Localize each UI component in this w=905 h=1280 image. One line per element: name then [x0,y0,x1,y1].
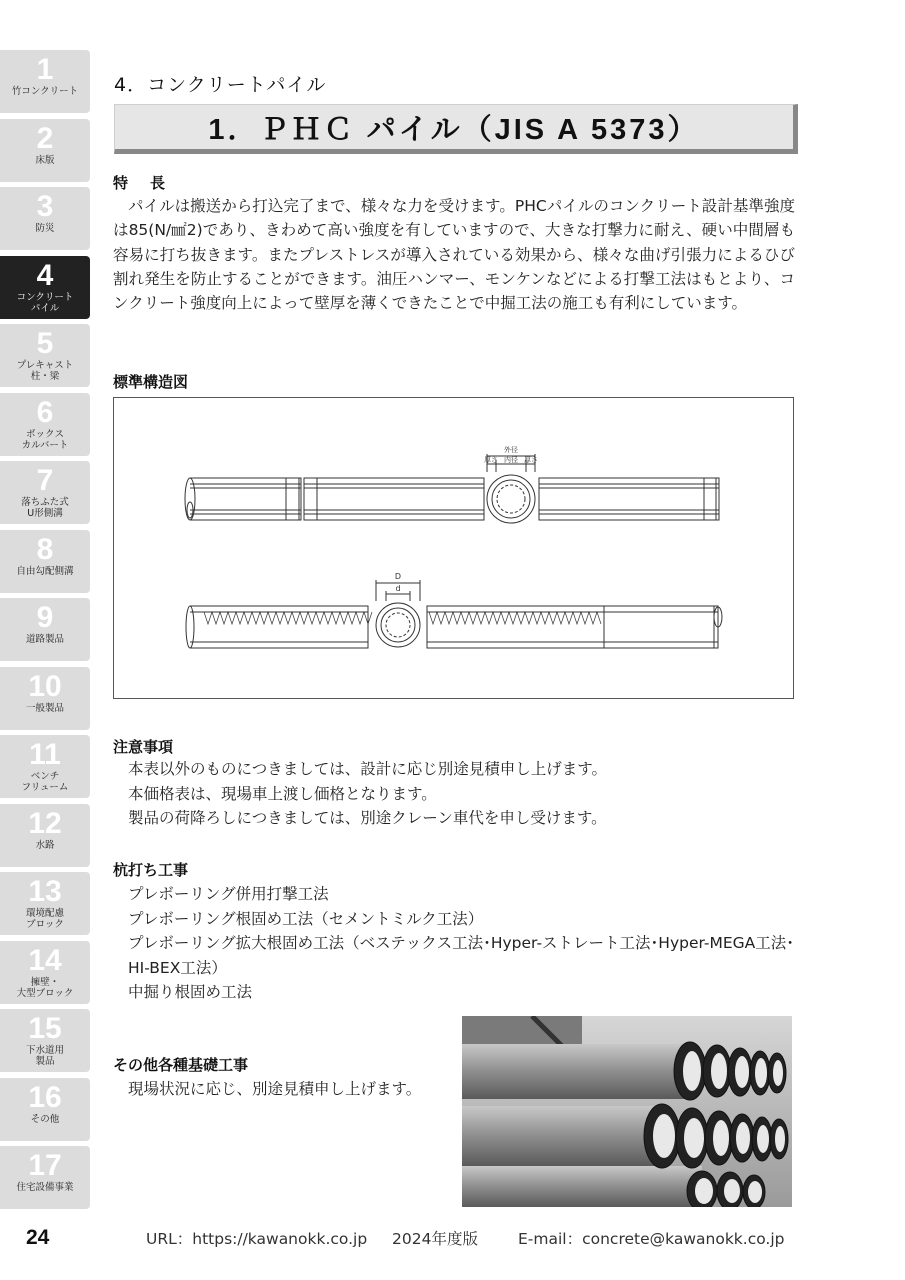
sidebar-tab-4[interactable] [0,256,90,319]
sidebar-tab-1[interactable] [0,50,90,113]
thickness-label-left: 厚さ [484,456,498,464]
sidebar-tab-number: 15 [28,1012,62,1045]
page-title: 1．ＰＨＣ パイル（JIS A 5373） [208,113,700,146]
sidebar-tab-14[interactable] [0,941,90,1004]
upper-pile-middle [304,478,484,520]
footer-url[interactable]: URL：https://kawanokk.co.jp [146,1230,368,1248]
sidebar-tab-label: 下水道用 製品 [25,1045,64,1067]
features-text: パイルは搬送から打込完了まで、様々な力を受けます。PHCパイルのコンクリート設計基準強度は85(N/㎟2)であり、きわめて高い強度を有していますので、大きな打撃力に耐え、硬い中間層も容易に打ち抜きます。またプレストレスが導入されている効果から、様々な曲げ引張力によるひび割れ発生を防止することができます。油圧ハンマー、モンケンなどによる打撃工法はもとより、コンクリート強度向上によって壁厚を薄くできたことで中掘工法の施工も有利にしています。 [113,197,795,313]
sidebar-tab-label: 床版 [35,154,55,166]
sidebar-tab-number: 4 [36,258,54,292]
sidebar-tab-number: 8 [36,532,54,566]
sidebar-tab-number: 10 [28,669,62,703]
sidebar-tab-13[interactable] [0,872,90,935]
sidebar-tab-label: 自由勾配側溝 [16,565,74,577]
sidebar-tab-label: ボックス カルバート [21,428,69,451]
sidebar-tab-label: 環境配慮 ブロック [25,908,64,930]
dimension-D-label: D [394,572,402,581]
upper-pile-left [185,478,301,520]
sidebar-tab-label: その他 [30,1113,60,1125]
sidebar-tab-number: 7 [36,464,54,497]
sidebar-tab-2[interactable] [0,119,90,182]
sidebar-tab-number: 12 [28,806,62,840]
sidebar-tab-label: 一般製品 [25,702,64,714]
sidebar-tab-5[interactable] [0,324,90,387]
sidebar-tab-12[interactable] [0,804,90,867]
sidebar-tab-label: 竹コンクリート [11,86,79,97]
sidebar-tab-number: 2 [36,121,54,155]
pile-drawing [114,398,795,700]
sidebar-tab-number: 9 [36,601,54,634]
sidebar-tab-number: 13 [28,875,62,908]
sidebar-tab-label: 落ちふた式 U形側溝 [21,497,69,519]
pile-stack-photo [462,1016,792,1207]
method-item: 中掘り根固め工法 [128,983,253,1001]
footer-edition: 2024年度版 [392,1230,478,1248]
sidebar-tab-label: 擁壁・ 大型ブロック [16,976,74,999]
sidebar-tab-number: 14 [28,943,62,977]
sidebar-tab-17[interactable] [0,1146,90,1209]
method-item: プレボーリング拡大根固め工法（ベステックス工法･Hyper-ストレート工法･Hyper-MEGA工法･ [128,934,794,952]
other-heading: その他各種基礎工事 [113,1056,249,1074]
method-item: プレボーリング併用打撃工法 [128,885,329,903]
sidebar-tab-number: 11 [29,738,61,771]
lower-pile-left [186,606,372,648]
sidebar-tab-6[interactable] [0,393,90,456]
structure-diagram [113,397,794,699]
dimension-d-label: d [395,584,401,593]
sidebar-tab-number: 17 [28,1149,62,1182]
pile-driving-heading: 杭打ち工事 [113,861,189,879]
chapter-title: 4．コンクリートパイル [114,74,327,96]
sidebar-tab-label: コンクリート パイル [16,291,74,314]
upper-pile-right [539,478,719,520]
sidebar-tab-11[interactable] [0,735,90,798]
pile-driving-list [128,882,794,1005]
sidebar-tab-label: 道路製品 [25,634,64,645]
sidebar-tab-9[interactable] [0,598,90,661]
inner-diameter-label: 内径 [504,456,518,464]
page-number: 24 [26,1226,50,1249]
method-item: プレボーリング根固め工法（セメントミルク工法） [128,909,484,928]
sidebar-tab-number: 1 [36,53,54,86]
thickness-label-right: 厚さ [524,456,538,464]
sidebar-tab-label: 水路 [35,839,55,851]
sidebar-tab-15[interactable] [0,1009,90,1072]
features-heading: 特長 [113,174,188,192]
notes-item: 本価格表は、現場車上渡し価格となります。 [128,784,437,803]
sidebar-tab-10[interactable] [0,667,90,730]
outer-diameter-label: 外径 [504,446,518,454]
sidebar-tab-number: 5 [36,327,54,360]
sidebar-tab-label: 住宅設備事業 [16,1182,74,1193]
notes-list [128,757,607,831]
title-banner [114,104,798,154]
sidebar-tab-3[interactable] [0,187,90,250]
other-text: 現場状況に応じ、別途見積申し上げます。 [128,1080,422,1098]
notes-item: 製品の荷降ろしにつきましては、別途クレーン車代を申し受けます。 [128,809,607,827]
notes-item: 本表以外のものにつきましては、設計に応じ別途見積申し上げます。 [128,760,607,778]
structure-heading: 標準構造図 [113,373,189,391]
lower-pile-right [427,606,722,648]
sidebar-tab-7[interactable] [0,461,90,524]
notes-heading: 注意事項 [113,738,174,756]
sidebar-tab-label: ベンチ フリューム [21,771,69,793]
upper-pile-cross-section [487,454,535,523]
sidebar-tab-number: 16 [28,1080,62,1114]
method-item: HI-BEX工法） [128,958,227,977]
footer-email[interactable]: E-mail：concrete@kawanokk.co.jp [518,1230,785,1248]
sidebar-tab-16[interactable] [0,1078,90,1141]
sidebar-tab-8[interactable] [0,530,90,593]
sidebar-tab-number: 3 [36,190,54,223]
sidebar-tab-label: プレキャスト 柱・梁 [16,360,74,382]
sidebar-tab-number: 6 [36,395,54,429]
sidebar-tab-label: 防災 [35,223,55,234]
